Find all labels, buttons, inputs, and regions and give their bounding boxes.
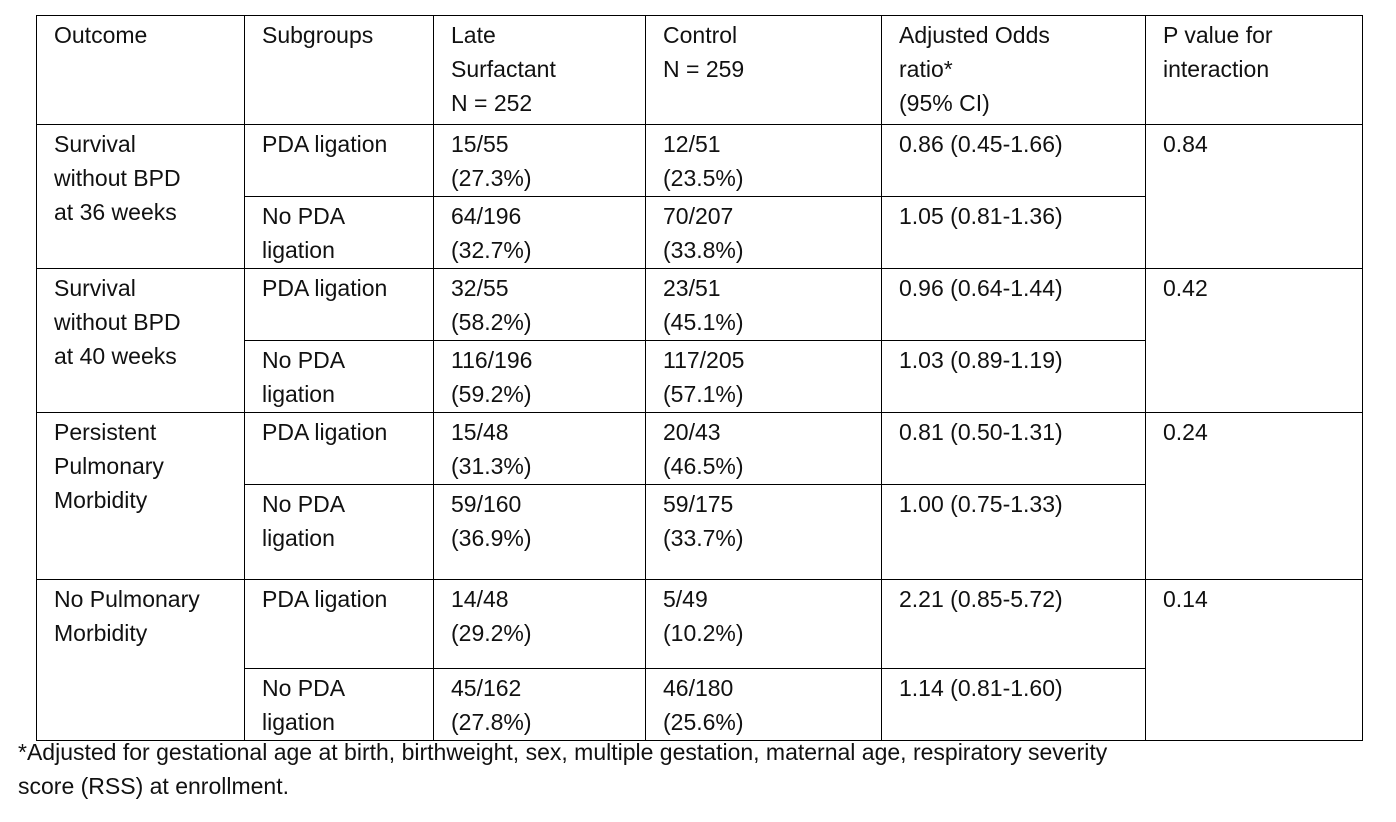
odds-ratio-cell: 0.96 (0.64-1.44) xyxy=(882,269,1146,341)
p-value-cell: 0.14 xyxy=(1146,580,1363,741)
subgroup-cell: No PDA ligation xyxy=(245,485,434,580)
control-cell: 23/51 (45.1%) xyxy=(646,269,882,341)
outcome-cell: Persistent Pulmonary Morbidity xyxy=(37,413,245,580)
control-cell: 20/43 (46.5%) xyxy=(646,413,882,485)
header-outcome: Outcome xyxy=(37,16,245,125)
subgroup-cell: No PDA ligation xyxy=(245,197,434,269)
p-value-cell: 0.84 xyxy=(1146,125,1363,269)
late-surfactant-cell: 32/55 (58.2%) xyxy=(434,269,646,341)
odds-ratio-cell: 1.14 (0.81-1.60) xyxy=(882,669,1146,741)
odds-ratio-cell: 1.03 (0.89-1.19) xyxy=(882,341,1146,413)
control-cell: 12/51 (23.5%) xyxy=(646,125,882,197)
p-value-cell: 0.24 xyxy=(1146,413,1363,580)
header-adjusted-odds-ratio: Adjusted Odds ratio* (95% CI) xyxy=(882,16,1146,125)
control-cell: 59/175 (33.7%) xyxy=(646,485,882,580)
subgroup-cell: No PDA ligation xyxy=(245,669,434,741)
odds-ratio-cell: 1.00 (0.75-1.33) xyxy=(882,485,1146,580)
subgroup-cell: PDA ligation xyxy=(245,580,434,669)
header-late-surfactant: Late Surfactant N = 252 xyxy=(434,16,646,125)
control-cell: 117/205 (57.1%) xyxy=(646,341,882,413)
subgroup-cell: PDA ligation xyxy=(245,413,434,485)
table-row xyxy=(37,269,1363,341)
subgroup-cell: PDA ligation xyxy=(245,125,434,197)
p-value-cell: 0.42 xyxy=(1146,269,1363,413)
late-surfactant-cell: 59/160 (36.9%) xyxy=(434,485,646,580)
subgroup-cell: No PDA ligation xyxy=(245,341,434,413)
late-surfactant-cell: 15/48 (31.3%) xyxy=(434,413,646,485)
outcome-cell: No Pulmonary Morbidity xyxy=(37,580,245,741)
header-row xyxy=(37,16,1363,125)
outcome-cell: Survival without BPD at 36 weeks xyxy=(37,125,245,269)
header-p-value: P value for interaction xyxy=(1146,16,1363,125)
table-row xyxy=(37,580,1363,669)
table-row xyxy=(37,413,1363,485)
odds-ratio-cell: 0.86 (0.45-1.66) xyxy=(882,125,1146,197)
late-surfactant-cell: 64/196 (32.7%) xyxy=(434,197,646,269)
table-row xyxy=(37,125,1363,197)
late-surfactant-cell: 15/55 (27.3%) xyxy=(434,125,646,197)
late-surfactant-cell: 45/162 (27.8%) xyxy=(434,669,646,741)
header-subgroups: Subgroups xyxy=(245,16,434,125)
late-surfactant-cell: 116/196 (59.2%) xyxy=(434,341,646,413)
outcome-cell: Survival without BPD at 40 weeks xyxy=(37,269,245,413)
control-cell: 46/180 (25.6%) xyxy=(646,669,882,741)
results-table xyxy=(36,15,1363,741)
odds-ratio-cell: 2.21 (0.85-5.72) xyxy=(882,580,1146,669)
odds-ratio-cell: 1.05 (0.81-1.36) xyxy=(882,197,1146,269)
control-cell: 5/49 (10.2%) xyxy=(646,580,882,669)
header-control: Control N = 259 xyxy=(646,16,882,125)
control-cell: 70/207 (33.8%) xyxy=(646,197,882,269)
late-surfactant-cell: 14/48 (29.2%) xyxy=(434,580,646,669)
footnote: *Adjusted for gestational age at birth, birthweight, sex, multiple gestation, maternal age, respiratory severity score (RSS) at enrollment. xyxy=(18,739,1108,799)
subgroup-cell: PDA ligation xyxy=(245,269,434,341)
odds-ratio-cell: 0.81 (0.50-1.31) xyxy=(882,413,1146,485)
